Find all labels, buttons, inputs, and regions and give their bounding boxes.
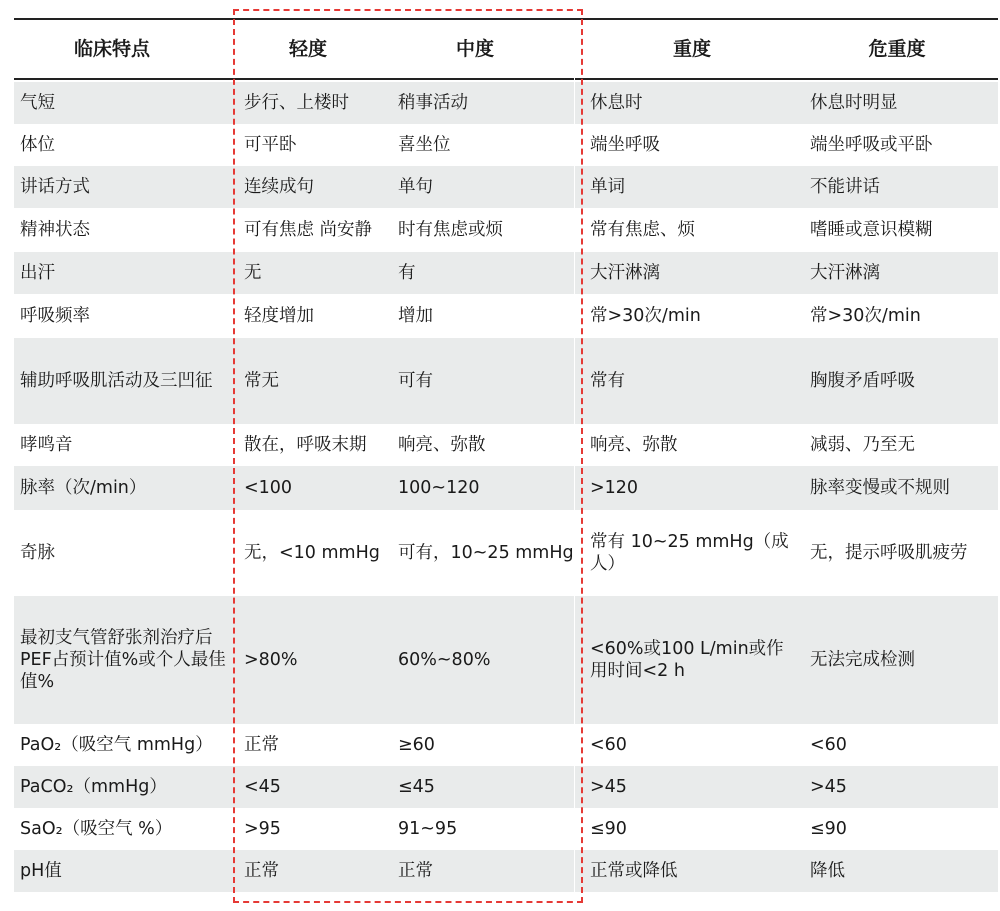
table-row [14, 124, 998, 166]
table-header [14, 20, 998, 80]
table-row [14, 252, 998, 294]
severe-value: 大汗淋漓 [590, 263, 660, 283]
row-label: 哮鸣音 [20, 435, 73, 455]
table-row [14, 294, 998, 338]
moderate-value: 有 [398, 263, 416, 283]
row-label: 呼吸频率 [20, 306, 90, 326]
mild-value: 连续成句 [244, 177, 314, 197]
critical-value: 休息时明显 [810, 93, 898, 113]
table-row [14, 424, 998, 466]
table-row [14, 596, 998, 724]
row-label: 辅助呼吸肌活动及三凹征 [20, 371, 213, 391]
header-moderate: 中度 [455, 38, 494, 60]
mild-value: 正常 [244, 861, 279, 881]
header-clinical-features: 临床特点 [73, 38, 150, 60]
severe-value: 常有 [590, 371, 625, 391]
moderate-value: 91~95 [398, 819, 458, 839]
moderate-value: 100~120 [398, 478, 480, 498]
critical-value: 降低 [810, 861, 845, 881]
table-row [14, 208, 998, 252]
severe-value: 休息时 [590, 93, 643, 113]
row-label: 出汗 [20, 263, 55, 283]
mild-value: 轻度增加 [244, 306, 314, 326]
mild-value: 常无 [244, 371, 279, 391]
severe-value: <60 [590, 735, 627, 755]
severe-value: 响亮、弥散 [590, 435, 678, 455]
row-label: 体位 [20, 135, 55, 155]
critical-value: 端坐呼吸或平卧 [810, 135, 933, 155]
critical-value: 嗜睡或意识模糊 [810, 220, 933, 240]
severe-value: >45 [590, 777, 627, 797]
header-critical: 危重度 [868, 38, 926, 60]
moderate-value: 60%~80% [398, 650, 491, 670]
table-row [14, 724, 998, 766]
table-row [14, 850, 998, 892]
critical-value: <60 [810, 735, 847, 755]
moderate-value: 稍事活动 [398, 93, 468, 113]
severe-value: <60%或100 L/min或作用时间<2 h [590, 639, 784, 681]
severe-value: 端坐呼吸 [590, 135, 660, 155]
table-row [14, 766, 998, 808]
mild-value: 可平卧 [244, 135, 297, 155]
mild-value: 正常 [244, 735, 279, 755]
row-label: 最初支气管舒张剂治疗后PEF占预计值%或个人最佳值% [20, 628, 226, 692]
critical-value: 常>30次/min [810, 306, 921, 326]
row-label: SaO₂（吸空气 %） [20, 819, 173, 839]
mild-value: <100 [244, 478, 293, 498]
mild-value: 无，<10 mmHg [244, 543, 380, 563]
critical-value: 无法完成检测 [810, 650, 915, 670]
moderate-value: 时有焦虑或烦 [398, 220, 503, 240]
row-label: 奇脉 [20, 543, 55, 563]
moderate-value: 正常 [398, 861, 433, 881]
row-label: 讲话方式 [20, 177, 90, 197]
table-row [14, 466, 998, 510]
mild-value: <45 [244, 777, 281, 797]
mild-value: >80% [244, 650, 298, 670]
row-label: 精神状态 [20, 220, 90, 240]
row-label: pH值 [20, 861, 62, 881]
mild-value: 可有焦虑 尚安静 [244, 220, 373, 240]
mild-value: 散在，呼吸末期 [244, 435, 367, 455]
moderate-value: 喜坐位 [398, 135, 451, 155]
moderate-value: ≥60 [398, 735, 435, 755]
severe-value: 常>30次/min [590, 306, 701, 326]
row-label: PaO₂（吸空气 mmHg） [20, 735, 213, 755]
table-row [14, 338, 998, 424]
critical-value: 不能讲话 [810, 177, 880, 197]
critical-value: 减弱、乃至无 [810, 435, 915, 455]
moderate-value: 可有，10~25 mmHg [398, 543, 574, 563]
critical-value: ≤90 [810, 819, 847, 839]
critical-value: 脉率变慢或不规则 [810, 478, 950, 498]
severe-value: 单词 [590, 177, 625, 197]
table-row [14, 82, 998, 124]
mild-value: 步行、上楼时 [244, 93, 349, 113]
critical-value: 大汗淋漓 [810, 263, 880, 283]
severe-value: ≤90 [590, 819, 627, 839]
row-label: 脉率（次/min） [20, 478, 147, 498]
table-row [14, 808, 998, 850]
severe-value: 常有 10~25 mmHg（成人） [590, 532, 789, 574]
mild-value: >95 [244, 819, 281, 839]
mild-value: 无 [244, 263, 262, 283]
row-label: 气短 [20, 93, 55, 113]
moderate-value: 响亮、弥散 [398, 435, 486, 455]
moderate-value: 单句 [398, 177, 433, 197]
critical-value: >45 [810, 777, 847, 797]
header-severe: 重度 [672, 38, 711, 60]
column-divider [574, 78, 575, 892]
row-label: PaCO₂（mmHg） [20, 777, 167, 797]
asthma-severity-table [14, 18, 998, 892]
critical-value: 无，提示呼吸肌疲劳 [810, 543, 968, 563]
moderate-value: 可有 [398, 371, 433, 391]
severe-value: 常有焦虑、烦 [590, 220, 695, 240]
header-mild: 轻度 [288, 38, 327, 60]
table-row [14, 510, 998, 596]
table-row [14, 166, 998, 208]
moderate-value: ≤45 [398, 777, 435, 797]
severe-value: 正常或降低 [590, 861, 678, 881]
severe-value: >120 [590, 478, 639, 498]
moderate-value: 增加 [398, 306, 433, 326]
critical-value: 胸腹矛盾呼吸 [810, 371, 915, 391]
